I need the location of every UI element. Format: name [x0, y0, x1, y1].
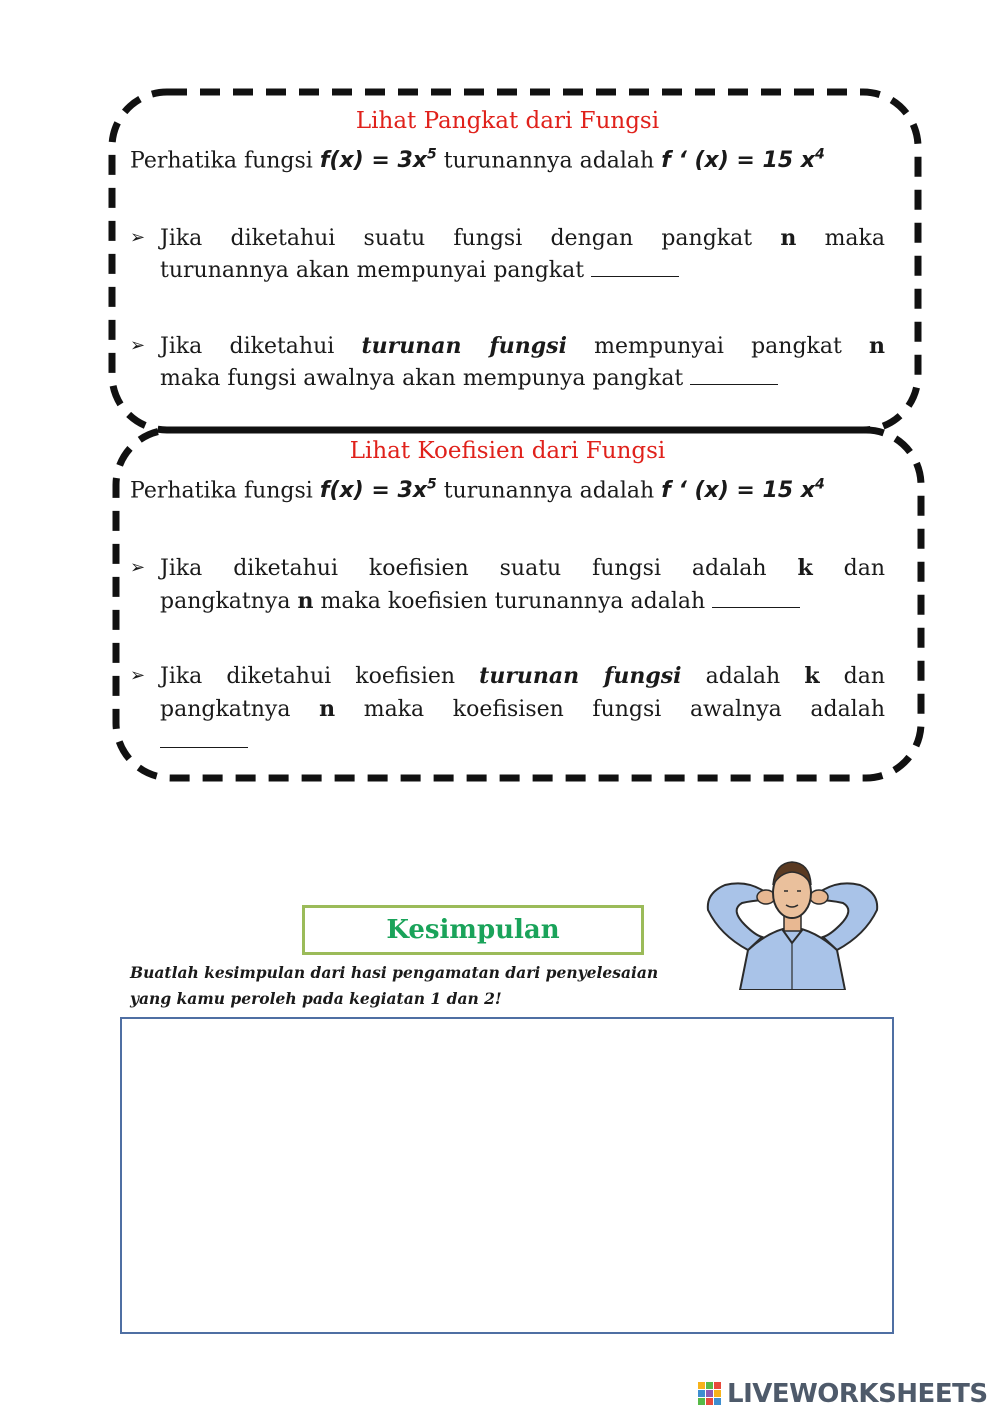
- box2-bullet-1-line2: pangkatnya n maka koefisien turunannya adalah: [160, 585, 885, 618]
- brand-text: LIVEWORKSHEETS: [727, 1379, 988, 1409]
- box2-bullet-2: [130, 660, 885, 758]
- box1-bullet-2: [130, 330, 885, 395]
- answer-blank[interactable]: [160, 727, 248, 748]
- arrow-bullet-icon: ➢: [130, 665, 146, 686]
- answer-blank[interactable]: [712, 587, 800, 608]
- arrow-bullet-icon: ➢: [130, 227, 146, 248]
- answer-blank[interactable]: [591, 256, 679, 277]
- box1-bullet-1-line2: turunannya akan mempunyai pangkat: [160, 255, 885, 287]
- box2-bullet-2-line2: pangkatnya n maka koefisisen fungsi awalnya adalah: [160, 696, 886, 722]
- box2-intro-mid: turunannya adalah: [443, 478, 655, 504]
- box1-intro-prefix: Perhatika fungsi: [130, 148, 313, 174]
- arrow-bullet-icon: ➢: [130, 335, 146, 356]
- liveworksheets-logo: [697, 1376, 988, 1412]
- conclusion-instruction: [130, 960, 750, 1012]
- box2-fpx: f ‘ (x) = 15 $x^4$: [661, 477, 825, 504]
- box2-bullet-2-line3: [160, 726, 885, 758]
- conclusion-answer-box[interactable]: [120, 1017, 894, 1334]
- box2-bullet-2-line1: Jika diketahui koefisien turunan fungsi adalah k dan: [160, 663, 886, 689]
- box1-intro-mid: turunannya adalah: [443, 148, 655, 174]
- box2-bullet-1-line1: Jika diketahui koefisien suatu fungsi adalah k dan: [160, 555, 886, 581]
- box1-fx: $f(x) = 3x^5$: [319, 147, 437, 174]
- box1-bullet-2-line1: Jika diketahui turunan fungsi mempunyai pangkat n: [160, 333, 886, 359]
- answer-blank[interactable]: [690, 364, 778, 385]
- box2-title: Lihat Koefisien dari Fungsi: [349, 438, 666, 464]
- box2-intro: [130, 477, 890, 503]
- box1-fpx: f ‘ (x) = 15 $x^4$: [661, 147, 825, 174]
- arrow-bullet-icon: ➢: [130, 557, 146, 578]
- instruction-line-2: yang kamu peroleh pada kegiatan 1 dan 2!: [130, 989, 502, 1008]
- conclusion-heading: Kesimpulan: [386, 915, 560, 945]
- liveworksheets-logo-icon: [697, 1379, 723, 1409]
- instruction-line-1: Buatlah kesimpulan dari hasi pengamatan dari penyelesaian: [130, 963, 659, 982]
- box2-intro-prefix: Perhatika fungsi: [130, 478, 313, 504]
- box1-bullet-1: [130, 222, 885, 287]
- box1-bullet-1-line1: Jika diketahui suatu fungsi dengan pangkat n maka: [160, 225, 885, 251]
- box2-fx: $f(x) = 3x^5$: [319, 477, 437, 504]
- conclusion-heading-box: [302, 905, 644, 955]
- box1-intro: [130, 147, 890, 173]
- box2-bullet-1: [130, 552, 885, 618]
- box1-bullet-2-line2: maka fungsi awalnya akan mempunya pangkat: [160, 363, 885, 395]
- box1-title: Lihat Pangkat dari Fungsi: [355, 108, 660, 134]
